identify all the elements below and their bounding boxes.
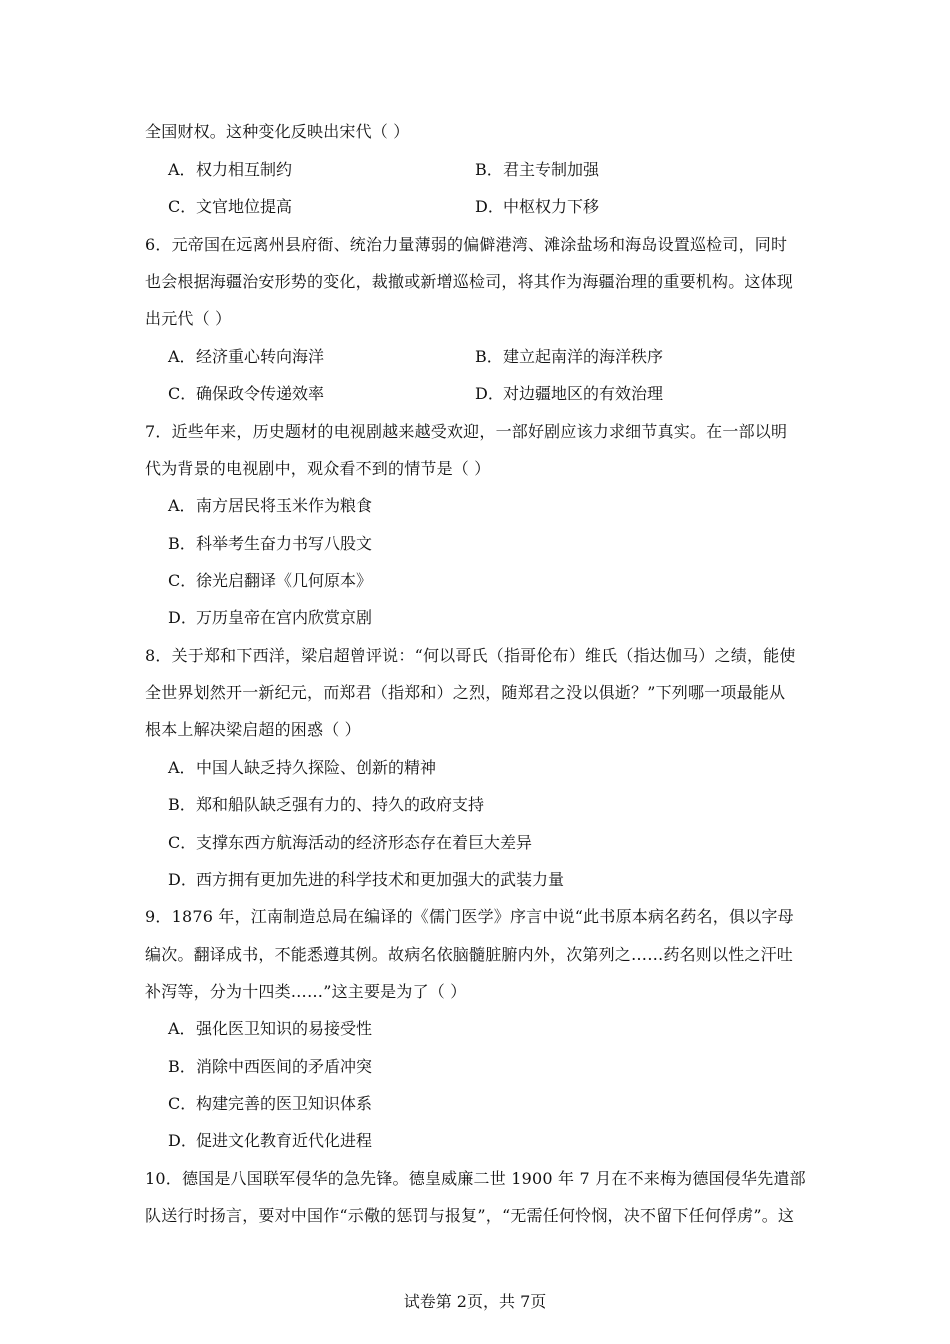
option-key: A． bbox=[168, 1019, 196, 1038]
option-text: 徐光启翻译《几何原本》 bbox=[196, 571, 373, 590]
option-key: D． bbox=[475, 197, 504, 216]
option-key: C． bbox=[168, 1094, 197, 1113]
q10-stem-line-2: 队送行时扬言，要对中国作“示儆的惩罚与报复”，“无需任何怜悯，决不留下任何俘虏”。这 bbox=[145, 1206, 795, 1225]
q8-stem-line-2: 全世界划然开一新纪元，而郑君（指郑和）之烈，随郑君之没以俱逝？”下列哪一项最能从 bbox=[145, 683, 786, 702]
option-text: 南方居民将玉米作为粮食 bbox=[196, 496, 373, 515]
q5-option-b bbox=[475, 160, 599, 180]
option-key: D． bbox=[475, 384, 504, 403]
q9-option-a bbox=[168, 1019, 372, 1039]
q6-option-b bbox=[475, 347, 663, 367]
option-text: 构建完善的医卫知识体系 bbox=[196, 1094, 373, 1113]
option-text: 西方拥有更加先进的科学技术和更加强大的武装力量 bbox=[196, 870, 565, 889]
option-text: 文官地位提高 bbox=[196, 197, 293, 216]
option-key: A． bbox=[168, 496, 196, 515]
option-key: B． bbox=[475, 347, 503, 366]
option-key: A． bbox=[168, 347, 196, 366]
q7-stem-line-1: 7．近些年来，历史题材的电视剧越来越受欢迎，一部好剧应该力求细节真实。在一部以明 bbox=[145, 422, 788, 441]
page-footer: 试卷第 2页，共 7页 bbox=[403, 1292, 547, 1311]
option-text: 万历皇帝在宫内欣赏京剧 bbox=[196, 608, 373, 627]
q9-stem-line-2: 编次。翻译成书，不能悉遵其例。故病名依脑髓脏腑内外，次第列之……药名则以性之汗吐 bbox=[145, 945, 794, 964]
q8-option-d bbox=[168, 870, 564, 890]
option-text: 郑和船队缺乏强有力的、持久的政府支持 bbox=[196, 795, 485, 814]
option-text: 对边疆地区的有效治理 bbox=[503, 384, 664, 403]
option-key: D． bbox=[168, 1131, 197, 1150]
option-text: 确保政令传递效率 bbox=[196, 384, 325, 403]
option-text: 中国人缺乏持久探险、创新的精神 bbox=[196, 758, 437, 777]
option-text: 经济重心转向海洋 bbox=[196, 347, 325, 366]
option-key: C． bbox=[168, 384, 197, 403]
q6-option-d bbox=[475, 384, 663, 404]
q6-stem-line-3: 出元代（ ） bbox=[145, 309, 232, 328]
option-text: 君主专制加强 bbox=[503, 160, 600, 179]
q8-stem-line-1: 8．关于郑和下西洋，梁启超曾评说：“何以哥氏（指哥伦布）维氏（指达伽马）之绩，能使 bbox=[145, 646, 796, 665]
option-text: 消除中西医间的矛盾冲突 bbox=[196, 1057, 373, 1076]
q5-option-c bbox=[168, 197, 292, 217]
option-key: C． bbox=[168, 197, 197, 216]
q6-option-a bbox=[168, 347, 324, 367]
q6-stem-line-1: 6．元帝国在远离州县府衙、统治力量薄弱的偏僻港湾、滩涂盐场和海岛设置巡检司，同时 bbox=[145, 235, 788, 254]
q7-option-b bbox=[168, 534, 372, 554]
q8-stem-line-3: 根本上解决梁启超的困惑（ ） bbox=[145, 720, 361, 739]
q8-option-b bbox=[168, 795, 484, 815]
q10-stem-line-1: 10．德国是八国联军侵华的急先锋。德皇威廉二世 1900 年 7 月在不来梅为德国侵华先遣部 bbox=[145, 1169, 806, 1188]
option-key: B． bbox=[168, 795, 196, 814]
option-text: 建立起南洋的海洋秩序 bbox=[503, 347, 664, 366]
q5-stem-tail: 全国财权。这种变化反映出宋代（ ） bbox=[145, 122, 410, 141]
q9-option-c bbox=[168, 1094, 372, 1114]
q5-option-d bbox=[475, 197, 599, 217]
q7-option-c bbox=[168, 571, 372, 591]
q6-option-c bbox=[168, 384, 324, 404]
option-text: 支撑东西方航海活动的经济形态存在着巨大差异 bbox=[196, 833, 533, 852]
option-key: C． bbox=[168, 571, 197, 590]
option-key: D． bbox=[168, 870, 197, 889]
q8-option-c bbox=[168, 833, 532, 853]
option-text: 中枢权力下移 bbox=[503, 197, 600, 216]
q7-option-a bbox=[168, 496, 372, 516]
q9-option-b bbox=[168, 1057, 372, 1077]
q9-stem-line-1: 9．1876 年，江南制造总局在编译的《儒门医学》序言中说“此书原本病名药名，俱以字母 bbox=[145, 907, 794, 926]
option-key: C． bbox=[168, 833, 197, 852]
option-key: B． bbox=[168, 534, 196, 553]
q6-stem-line-2: 也会根据海疆治安形势的变化，裁撤或新增巡检司，将其作为海疆治理的重要机构。这体现 bbox=[145, 272, 794, 291]
q7-option-d bbox=[168, 608, 372, 628]
option-key: A． bbox=[168, 160, 196, 179]
q9-stem-line-3: 补泻等，分为十四类……”这主要是为了（ ） bbox=[145, 982, 467, 1001]
option-text: 促进文化教育近代化进程 bbox=[196, 1131, 373, 1150]
option-text: 权力相互制约 bbox=[196, 160, 293, 179]
q8-option-a bbox=[168, 758, 436, 778]
option-key: B． bbox=[168, 1057, 196, 1076]
q5-option-a bbox=[168, 160, 292, 180]
q9-option-d bbox=[168, 1131, 372, 1151]
option-text: 强化医卫知识的易接受性 bbox=[196, 1019, 373, 1038]
option-key: B． bbox=[475, 160, 503, 179]
q7-stem-line-2: 代为背景的电视剧中，观众看不到的情节是（ ） bbox=[145, 459, 491, 478]
option-text: 科举考生奋力书写八股文 bbox=[196, 534, 373, 553]
option-key: A． bbox=[168, 758, 196, 777]
option-key: D． bbox=[168, 608, 197, 627]
